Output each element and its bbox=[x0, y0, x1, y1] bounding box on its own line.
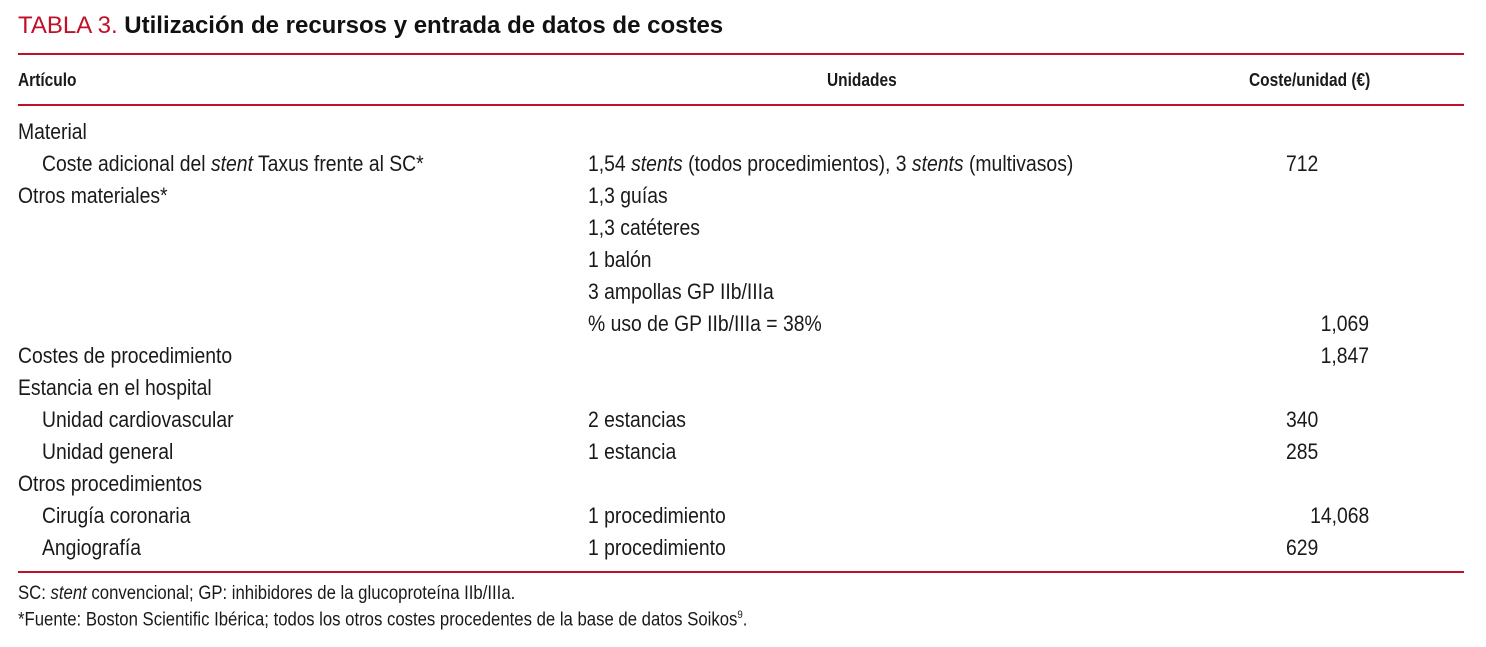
table-row bbox=[0, 373, 1486, 405]
table-row bbox=[0, 501, 1486, 533]
row-cost: 629 bbox=[1286, 535, 1319, 560]
header-item: Artículo bbox=[18, 70, 77, 90]
row-units: 1 procedimiento bbox=[588, 535, 726, 560]
row-item: Unidad general bbox=[42, 439, 174, 464]
header-units: Unidades bbox=[827, 70, 897, 90]
table-row bbox=[0, 277, 1486, 309]
table-row bbox=[0, 469, 1486, 501]
table-row bbox=[0, 533, 1486, 565]
row-units: 1 balón bbox=[588, 247, 652, 272]
row-cost: 1,069 bbox=[1320, 311, 1369, 336]
table-row bbox=[0, 213, 1486, 245]
footnote-source: *Fuente: Boston Scientific Ibérica; todos los otros costes procedentes de la base de datos Soikos$^9$. bbox=[18, 609, 748, 631]
footnote-abbreviations: SC: stent convencional; GP: inhibidores de la glucoproteína IIb/IIIa. bbox=[18, 583, 516, 604]
row-units: % uso de GP IIb/IIIa = 38% bbox=[588, 311, 822, 336]
row-item: Otros materiales* bbox=[18, 183, 168, 208]
table-label: TABLA 3. bbox=[18, 12, 118, 39]
row-item: Otros procedimientos bbox=[18, 471, 203, 496]
table-caption bbox=[18, 12, 723, 40]
row-item: Costes de procedimiento bbox=[18, 343, 233, 368]
table-row bbox=[0, 309, 1486, 341]
header-cost: Coste/unidad (€) bbox=[1249, 70, 1371, 90]
table-row bbox=[0, 341, 1486, 373]
top-rule bbox=[18, 53, 1464, 55]
row-units: 1,3 catéteres bbox=[588, 215, 700, 240]
row-cost: 340 bbox=[1286, 407, 1319, 432]
table-row bbox=[0, 437, 1486, 469]
table-row bbox=[0, 405, 1486, 437]
row-cost: 1,847 bbox=[1320, 343, 1369, 368]
row-item: Coste adicional del stent Taxus frente al SC* bbox=[42, 151, 424, 176]
row-item: Unidad cardiovascular bbox=[42, 407, 234, 432]
row-units: 2 estancias bbox=[588, 407, 686, 432]
table-row bbox=[0, 117, 1486, 149]
row-cost: 14,068 bbox=[1309, 503, 1369, 528]
table-row bbox=[0, 181, 1486, 213]
row-units: 1 estancia bbox=[588, 439, 677, 464]
row-item: Material bbox=[18, 119, 87, 144]
row-units: 1,3 guías bbox=[588, 183, 668, 208]
row-units: 1,54 stents (todos procedimientos), 3 stents (multivasos) bbox=[588, 151, 1074, 176]
row-cost: 712 bbox=[1286, 151, 1319, 176]
table-title: Utilización de recursos y entrada de datos de costes bbox=[124, 12, 724, 39]
row-units: 3 ampollas GP IIb/IIIa bbox=[588, 279, 774, 304]
row-item: Angiografía bbox=[42, 535, 142, 560]
row-units: 1 procedimiento bbox=[588, 503, 726, 528]
bottom-rule bbox=[18, 571, 1464, 573]
table-row bbox=[0, 149, 1486, 181]
table-row bbox=[0, 245, 1486, 277]
row-cost: 285 bbox=[1286, 439, 1319, 464]
row-item: Cirugía coronaria bbox=[42, 503, 191, 528]
header-rule bbox=[18, 104, 1464, 106]
row-item: Estancia en el hospital bbox=[18, 375, 212, 400]
